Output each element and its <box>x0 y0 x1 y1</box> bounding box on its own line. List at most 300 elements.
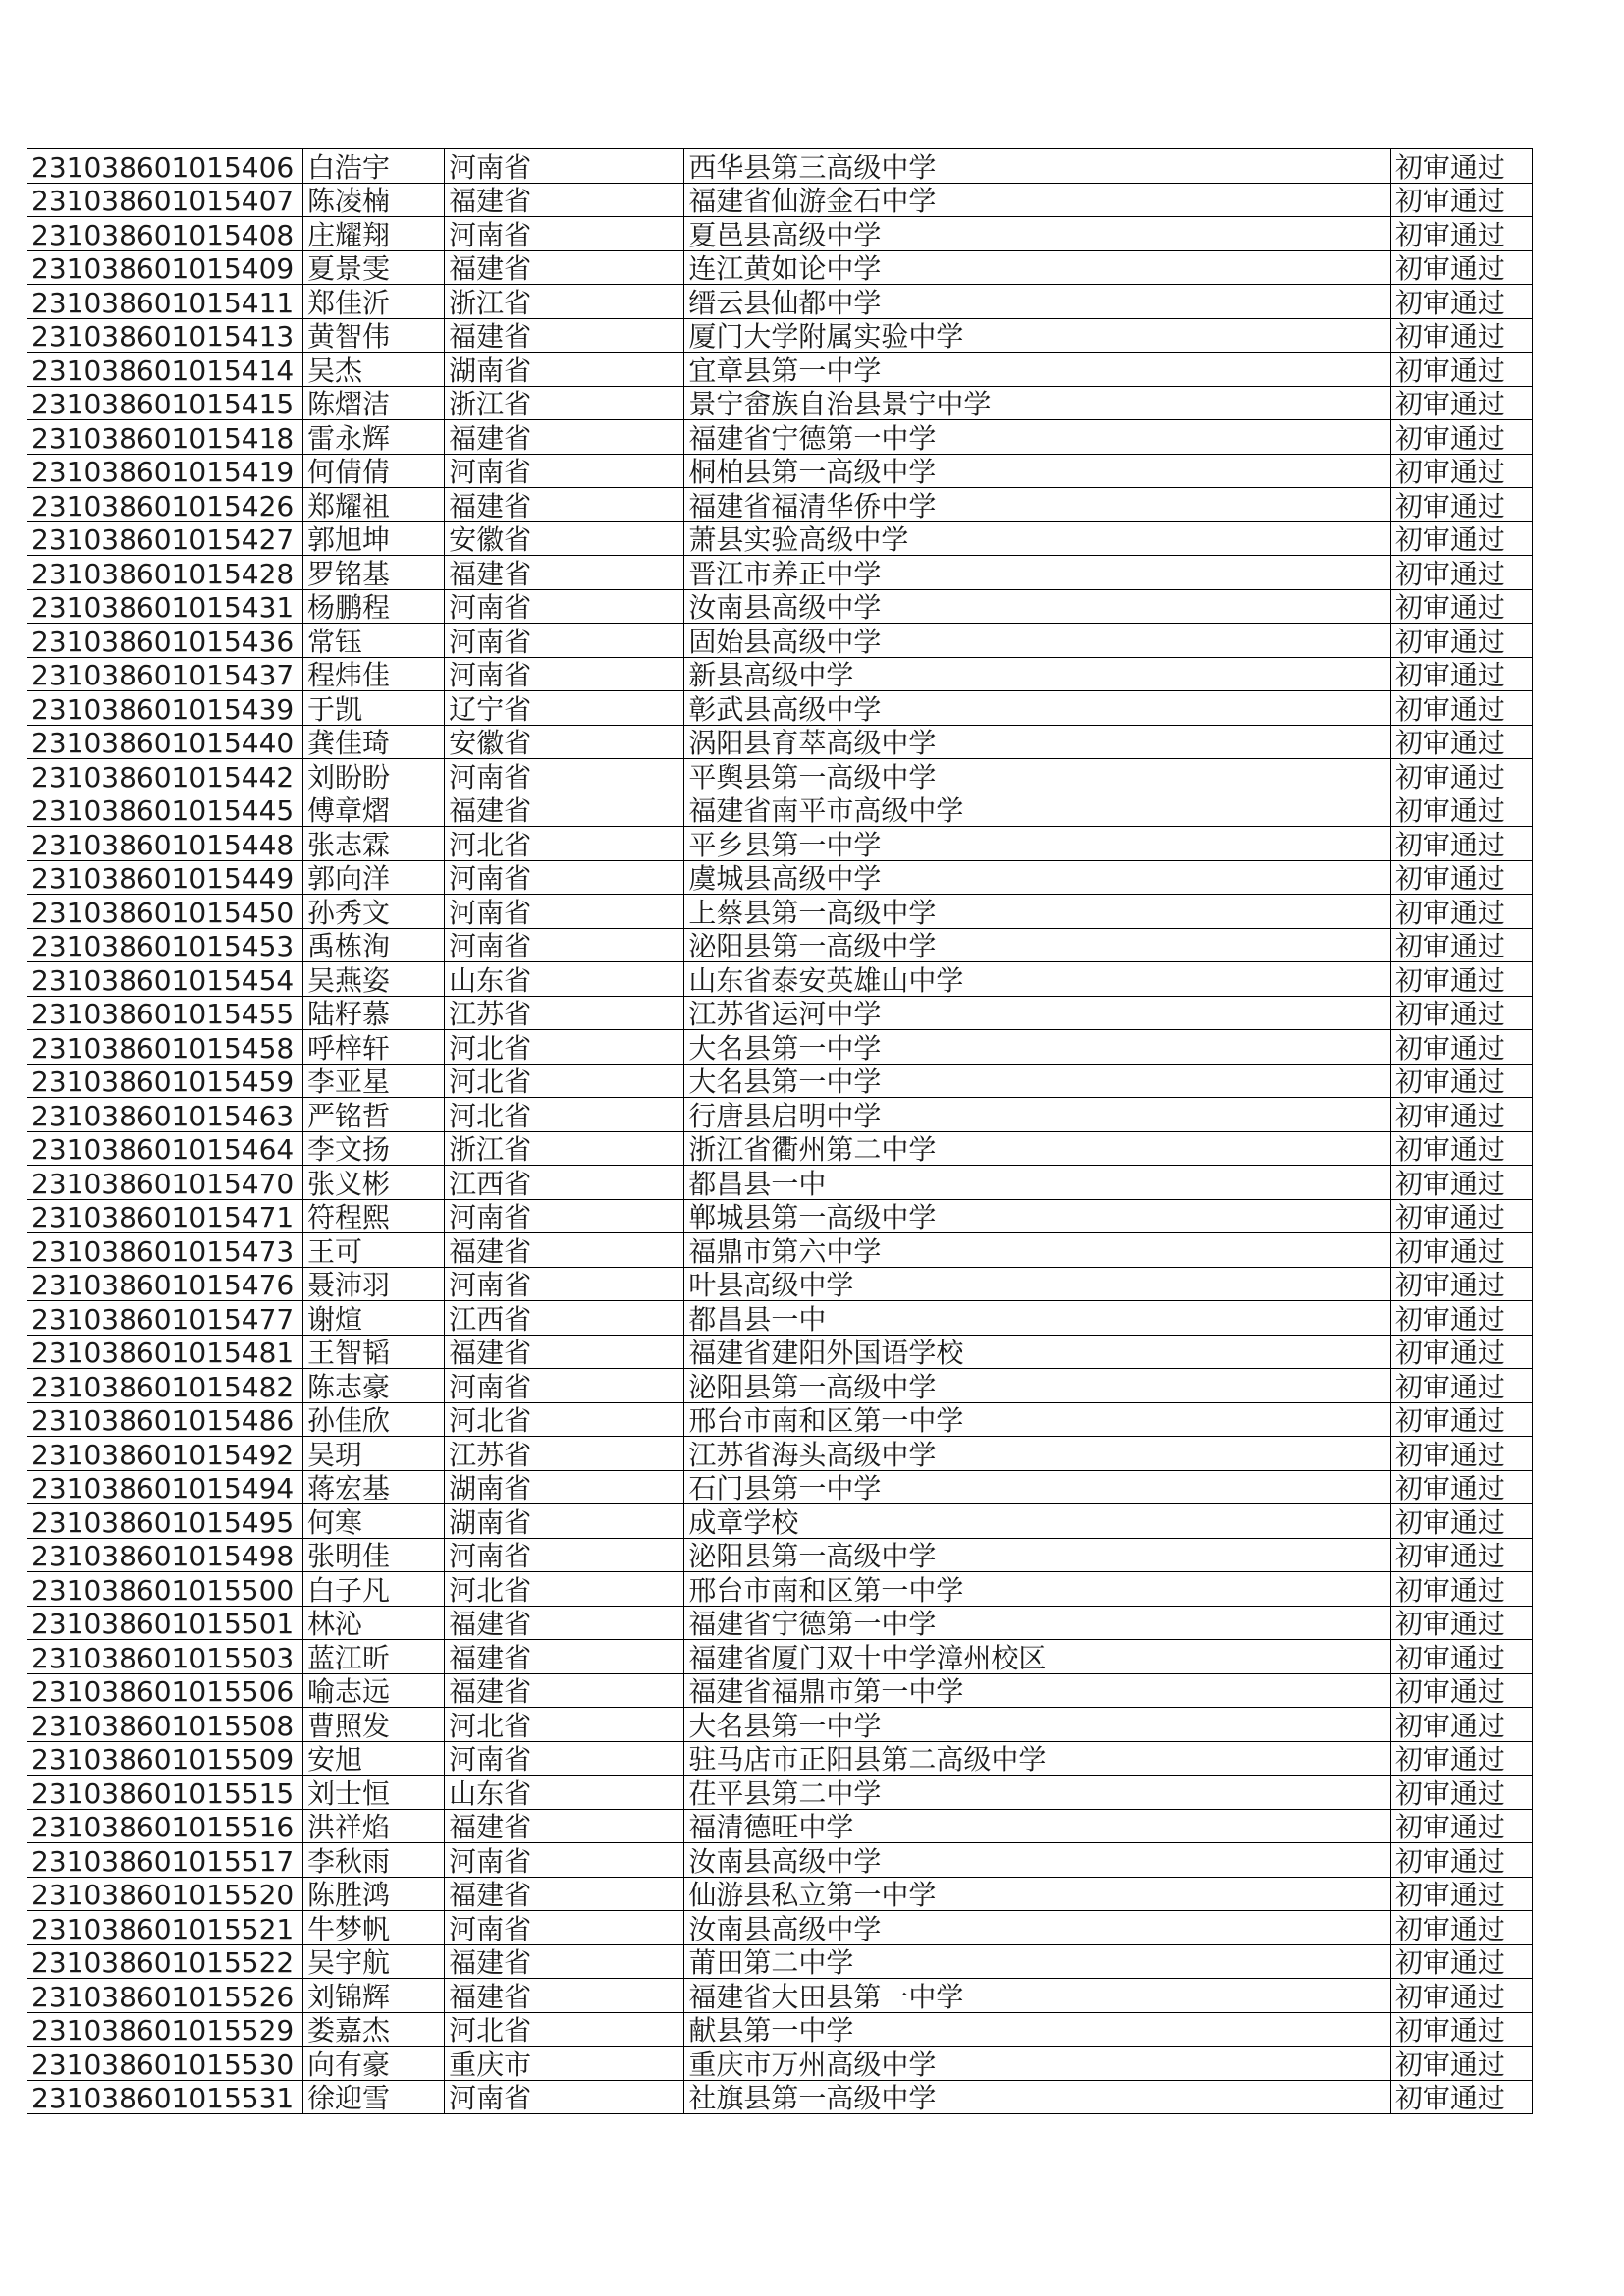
name-cell: 洪祥焰 <box>303 1809 445 1843</box>
school-cell: 都昌县一中 <box>684 1166 1390 1200</box>
province-cell: 河南省 <box>445 217 684 251</box>
table-row <box>27 860 1533 895</box>
school-cell: 福建省福清华侨中学 <box>684 488 1390 522</box>
school-cell: 莆田第二中学 <box>684 1944 1390 1979</box>
school-cell: 邢台市南和区第一中学 <box>684 1572 1390 1607</box>
province-cell: 福建省 <box>445 1606 684 1640</box>
province-cell: 河北省 <box>445 1402 684 1437</box>
table-row <box>27 1098 1533 1132</box>
province-cell: 福建省 <box>445 183 684 217</box>
status-cell: 初审通过 <box>1390 725 1532 759</box>
table-row <box>27 1504 1533 1539</box>
id-cell: 231038601015463 <box>27 1098 303 1132</box>
province-cell: 河南省 <box>445 928 684 962</box>
status-cell: 初审通过 <box>1390 1131 1532 1166</box>
status-cell: 初审通过 <box>1390 793 1532 827</box>
id-cell: 231038601015494 <box>27 1470 303 1504</box>
status-cell: 初审通过 <box>1390 1166 1532 1200</box>
school-cell: 福建省大田县第一中学 <box>684 1979 1390 2013</box>
province-cell: 福建省 <box>445 250 684 285</box>
name-cell: 谢煊 <box>303 1301 445 1336</box>
id-cell: 231038601015509 <box>27 1741 303 1776</box>
school-cell: 福建省宁德第一中学 <box>684 1606 1390 1640</box>
school-cell: 晋江市养正中学 <box>684 556 1390 590</box>
province-cell: 福建省 <box>445 556 684 590</box>
table-row <box>27 1877 1533 1911</box>
province-cell: 河南省 <box>445 624 684 658</box>
province-cell: 河南省 <box>445 1538 684 1572</box>
status-cell: 初审通过 <box>1390 759 1532 793</box>
id-cell: 231038601015411 <box>27 285 303 319</box>
province-cell: 河北省 <box>445 827 684 861</box>
province-cell: 河南省 <box>445 589 684 624</box>
status-cell: 初审通过 <box>1390 1335 1532 1369</box>
province-cell: 河南省 <box>445 1911 684 1945</box>
id-cell: 231038601015459 <box>27 1064 303 1098</box>
school-cell: 连江黄如论中学 <box>684 250 1390 285</box>
table-row <box>27 183 1533 217</box>
id-cell: 231038601015450 <box>27 895 303 929</box>
province-cell: 山东省 <box>445 962 684 997</box>
table-row <box>27 556 1533 590</box>
school-cell: 江苏省运河中学 <box>684 996 1390 1030</box>
name-cell: 严铭哲 <box>303 1098 445 1132</box>
status-cell: 初审通过 <box>1390 860 1532 895</box>
status-cell: 初审通过 <box>1390 1199 1532 1233</box>
school-cell: 西华县第三高级中学 <box>684 149 1390 184</box>
status-cell: 初审通过 <box>1390 1877 1532 1911</box>
status-cell: 初审通过 <box>1390 420 1532 455</box>
status-cell: 初审通过 <box>1390 996 1532 1030</box>
school-cell: 景宁畲族自治县景宁中学 <box>684 386 1390 420</box>
id-cell: 231038601015529 <box>27 2012 303 2047</box>
school-cell: 福鼎市第六中学 <box>684 1233 1390 1268</box>
status-cell: 初审通过 <box>1390 1098 1532 1132</box>
name-cell: 孙佳欣 <box>303 1402 445 1437</box>
status-cell: 初审通过 <box>1390 488 1532 522</box>
name-cell: 符程熙 <box>303 1199 445 1233</box>
id-cell: 231038601015409 <box>27 250 303 285</box>
name-cell: 牛梦帆 <box>303 1911 445 1945</box>
province-cell: 河南省 <box>445 1741 684 1776</box>
table-row <box>27 1911 1533 1945</box>
school-cell: 江苏省海头高级中学 <box>684 1437 1390 1471</box>
name-cell: 白子凡 <box>303 1572 445 1607</box>
table-row <box>27 420 1533 455</box>
name-cell: 程炜佳 <box>303 657 445 691</box>
table-row <box>27 725 1533 759</box>
name-cell: 王可 <box>303 1233 445 1268</box>
name-cell: 何寒 <box>303 1504 445 1539</box>
table-row <box>27 1843 1533 1878</box>
school-cell: 大名县第一中学 <box>684 1064 1390 1098</box>
status-cell: 初审通过 <box>1390 2012 1532 2047</box>
name-cell: 郑佳沂 <box>303 285 445 319</box>
province-cell: 福建省 <box>445 420 684 455</box>
school-cell: 福建省宁德第一中学 <box>684 420 1390 455</box>
id-cell: 231038601015414 <box>27 353 303 387</box>
table-row <box>27 996 1533 1030</box>
province-cell: 河北省 <box>445 1708 684 1742</box>
status-cell: 初审通过 <box>1390 1911 1532 1945</box>
name-cell: 娄嘉杰 <box>303 2012 445 2047</box>
name-cell: 吴杰 <box>303 353 445 387</box>
table-row <box>27 1673 1533 1708</box>
status-cell: 初审通过 <box>1390 386 1532 420</box>
table-row <box>27 454 1533 488</box>
table-row <box>27 657 1533 691</box>
status-cell: 初审通过 <box>1390 1708 1532 1742</box>
school-cell: 福建省建阳外国语学校 <box>684 1335 1390 1369</box>
province-cell: 河南省 <box>445 1199 684 1233</box>
province-cell: 福建省 <box>445 1233 684 1268</box>
name-cell: 陈凌楠 <box>303 183 445 217</box>
id-cell: 231038601015426 <box>27 488 303 522</box>
status-cell: 初审通过 <box>1390 1673 1532 1708</box>
name-cell: 呼梓轩 <box>303 1030 445 1065</box>
name-cell: 陈熠洁 <box>303 386 445 420</box>
school-cell: 虞城县高级中学 <box>684 860 1390 895</box>
province-cell: 浙江省 <box>445 386 684 420</box>
id-cell: 231038601015481 <box>27 1335 303 1369</box>
province-cell: 湖南省 <box>445 1470 684 1504</box>
table-row <box>27 2012 1533 2047</box>
table-row <box>27 691 1533 726</box>
school-cell: 石门县第一中学 <box>684 1470 1390 1504</box>
status-cell: 初审通过 <box>1390 1640 1532 1674</box>
name-cell: 张明佳 <box>303 1538 445 1572</box>
table-row <box>27 217 1533 251</box>
province-cell: 浙江省 <box>445 285 684 319</box>
table-row <box>27 895 1533 929</box>
id-cell: 231038601015495 <box>27 1504 303 1539</box>
applicant-table <box>27 148 1533 2114</box>
table-row <box>27 1437 1533 1471</box>
school-cell: 宜章县第一中学 <box>684 353 1390 387</box>
province-cell: 福建省 <box>445 1640 684 1674</box>
province-cell: 河南省 <box>445 657 684 691</box>
school-cell: 厦门大学附属实验中学 <box>684 318 1390 353</box>
table-row <box>27 386 1533 420</box>
province-cell: 江西省 <box>445 1166 684 1200</box>
name-cell: 张义彬 <box>303 1166 445 1200</box>
name-cell: 黄智伟 <box>303 318 445 353</box>
table-row <box>27 2047 1533 2081</box>
table-row <box>27 1708 1533 1742</box>
id-cell: 231038601015442 <box>27 759 303 793</box>
table-row <box>27 1199 1533 1233</box>
id-cell: 231038601015515 <box>27 1776 303 1810</box>
table-row <box>27 928 1533 962</box>
name-cell: 安旭 <box>303 1741 445 1776</box>
school-cell: 福建省福鼎市第一中学 <box>684 1673 1390 1708</box>
school-cell: 桐柏县第一高级中学 <box>684 454 1390 488</box>
province-cell: 福建省 <box>445 1944 684 1979</box>
id-cell: 231038601015407 <box>27 183 303 217</box>
name-cell: 吴燕姿 <box>303 962 445 997</box>
table-row <box>27 624 1533 658</box>
province-cell: 湖南省 <box>445 1504 684 1539</box>
id-cell: 231038601015517 <box>27 1843 303 1878</box>
school-cell: 平舆县第一高级中学 <box>684 759 1390 793</box>
id-cell: 231038601015476 <box>27 1267 303 1301</box>
table-row <box>27 1335 1533 1369</box>
table-row <box>27 1640 1533 1674</box>
province-cell: 河北省 <box>445 1030 684 1065</box>
table-row <box>27 353 1533 387</box>
name-cell: 刘锦辉 <box>303 1979 445 2013</box>
province-cell: 江西省 <box>445 1301 684 1336</box>
school-cell: 福建省南平市高级中学 <box>684 793 1390 827</box>
school-cell: 邢台市南和区第一中学 <box>684 1402 1390 1437</box>
school-cell: 平乡县第一中学 <box>684 827 1390 861</box>
school-cell: 萧县实验高级中学 <box>684 521 1390 556</box>
table-row <box>27 1369 1533 1403</box>
status-cell: 初审通过 <box>1390 521 1532 556</box>
province-cell: 安徽省 <box>445 725 684 759</box>
id-cell: 231038601015455 <box>27 996 303 1030</box>
name-cell: 于凯 <box>303 691 445 726</box>
name-cell: 徐迎雪 <box>303 2080 445 2114</box>
province-cell: 安徽省 <box>445 521 684 556</box>
name-cell: 张志霖 <box>303 827 445 861</box>
id-cell: 231038601015526 <box>27 1979 303 2013</box>
id-cell: 231038601015516 <box>27 1809 303 1843</box>
id-cell: 231038601015471 <box>27 1199 303 1233</box>
id-cell: 231038601015408 <box>27 217 303 251</box>
status-cell: 初审通过 <box>1390 1504 1532 1539</box>
school-cell: 重庆市万州高级中学 <box>684 2047 1390 2081</box>
table-row <box>27 521 1533 556</box>
school-cell: 大名县第一中学 <box>684 1030 1390 1065</box>
id-cell: 231038601015522 <box>27 1944 303 1979</box>
province-cell: 河北省 <box>445 1572 684 1607</box>
table-row <box>27 589 1533 624</box>
table-row <box>27 1944 1533 1979</box>
table-row <box>27 1402 1533 1437</box>
status-cell: 初审通过 <box>1390 1437 1532 1471</box>
province-cell: 福建省 <box>445 793 684 827</box>
status-cell: 初审通过 <box>1390 353 1532 387</box>
status-cell: 初审通过 <box>1390 454 1532 488</box>
status-cell: 初审通过 <box>1390 1944 1532 1979</box>
status-cell: 初审通过 <box>1390 624 1532 658</box>
school-cell: 涡阳县育萃高级中学 <box>684 725 1390 759</box>
id-cell: 231038601015445 <box>27 793 303 827</box>
status-cell: 初审通过 <box>1390 1267 1532 1301</box>
school-cell: 新县高级中学 <box>684 657 1390 691</box>
id-cell: 231038601015506 <box>27 1673 303 1708</box>
school-cell: 仙游县私立第一中学 <box>684 1877 1390 1911</box>
school-cell: 彰武县高级中学 <box>684 691 1390 726</box>
table-row <box>27 793 1533 827</box>
table-row <box>27 2080 1533 2114</box>
status-cell: 初审通过 <box>1390 1402 1532 1437</box>
table-row <box>27 149 1533 184</box>
status-cell: 初审通过 <box>1390 1979 1532 2013</box>
status-cell: 初审通过 <box>1390 1776 1532 1810</box>
id-cell: 231038601015520 <box>27 1877 303 1911</box>
name-cell: 蓝江昕 <box>303 1640 445 1674</box>
id-cell: 231038601015470 <box>27 1166 303 1200</box>
table-body <box>27 149 1533 2114</box>
id-cell: 231038601015486 <box>27 1402 303 1437</box>
province-cell: 福建省 <box>445 1673 684 1708</box>
name-cell: 李秋雨 <box>303 1843 445 1878</box>
name-cell: 陈志豪 <box>303 1369 445 1403</box>
province-cell: 福建省 <box>445 1335 684 1369</box>
status-cell: 初审通过 <box>1390 1030 1532 1065</box>
province-cell: 河北省 <box>445 2012 684 2047</box>
id-cell: 231038601015428 <box>27 556 303 590</box>
name-cell: 李亚星 <box>303 1064 445 1098</box>
id-cell: 231038601015406 <box>27 149 303 184</box>
status-cell: 初审通过 <box>1390 1606 1532 1640</box>
table-row <box>27 1809 1533 1843</box>
id-cell: 231038601015503 <box>27 1640 303 1674</box>
province-cell: 江苏省 <box>445 996 684 1030</box>
status-cell: 初审通过 <box>1390 1538 1532 1572</box>
id-cell: 231038601015413 <box>27 318 303 353</box>
status-cell: 初审通过 <box>1390 250 1532 285</box>
school-cell: 成章学校 <box>684 1504 1390 1539</box>
name-cell: 刘士恒 <box>303 1776 445 1810</box>
name-cell: 郭旭坤 <box>303 521 445 556</box>
name-cell: 傅章熠 <box>303 793 445 827</box>
id-cell: 231038601015498 <box>27 1538 303 1572</box>
name-cell: 雷永辉 <box>303 420 445 455</box>
province-cell: 江苏省 <box>445 1437 684 1471</box>
table-row <box>27 1606 1533 1640</box>
status-cell: 初审通过 <box>1390 285 1532 319</box>
name-cell: 罗铭基 <box>303 556 445 590</box>
status-cell: 初审通过 <box>1390 1301 1532 1336</box>
province-cell: 河南省 <box>445 1843 684 1878</box>
status-cell: 初审通过 <box>1390 827 1532 861</box>
school-cell: 泌阳县第一高级中学 <box>684 1538 1390 1572</box>
table-row <box>27 1470 1533 1504</box>
status-cell: 初审通过 <box>1390 1233 1532 1268</box>
province-cell: 浙江省 <box>445 1131 684 1166</box>
school-cell: 上蔡县第一高级中学 <box>684 895 1390 929</box>
school-cell: 大名县第一中学 <box>684 1708 1390 1742</box>
table-row <box>27 1979 1533 2013</box>
province-cell: 河南省 <box>445 759 684 793</box>
table-row <box>27 1572 1533 1607</box>
status-cell: 初审通过 <box>1390 556 1532 590</box>
table-row <box>27 1166 1533 1200</box>
school-cell: 汝南县高级中学 <box>684 589 1390 624</box>
name-cell: 禹栋洵 <box>303 928 445 962</box>
status-cell: 初审通过 <box>1390 318 1532 353</box>
name-cell: 庄耀翔 <box>303 217 445 251</box>
id-cell: 231038601015439 <box>27 691 303 726</box>
table-row <box>27 1064 1533 1098</box>
table-row <box>27 1741 1533 1776</box>
name-cell: 喻志远 <box>303 1673 445 1708</box>
table-row <box>27 1030 1533 1065</box>
school-cell: 驻马店市正阳县第二高级中学 <box>684 1741 1390 1776</box>
id-cell: 231038601015464 <box>27 1131 303 1166</box>
id-cell: 231038601015427 <box>27 521 303 556</box>
name-cell: 曹照发 <box>303 1708 445 1742</box>
name-cell: 王智韬 <box>303 1335 445 1369</box>
school-cell: 叶县高级中学 <box>684 1267 1390 1301</box>
table-row <box>27 250 1533 285</box>
table-row <box>27 1301 1533 1336</box>
id-cell: 231038601015431 <box>27 589 303 624</box>
name-cell: 刘盼盼 <box>303 759 445 793</box>
status-cell: 初审通过 <box>1390 217 1532 251</box>
status-cell: 初审通过 <box>1390 1809 1532 1843</box>
id-cell: 231038601015508 <box>27 1708 303 1742</box>
province-cell: 福建省 <box>445 1877 684 1911</box>
name-cell: 夏景雯 <box>303 250 445 285</box>
name-cell: 杨鹏程 <box>303 589 445 624</box>
table-row <box>27 1267 1533 1301</box>
id-cell: 231038601015448 <box>27 827 303 861</box>
province-cell: 福建省 <box>445 1809 684 1843</box>
province-cell: 河南省 <box>445 2080 684 2114</box>
name-cell: 向有豪 <box>303 2047 445 2081</box>
school-cell: 都昌县一中 <box>684 1301 1390 1336</box>
status-cell: 初审通过 <box>1390 962 1532 997</box>
name-cell: 吴宇航 <box>303 1944 445 1979</box>
id-cell: 231038601015437 <box>27 657 303 691</box>
table-row <box>27 759 1533 793</box>
id-cell: 231038601015436 <box>27 624 303 658</box>
id-cell: 231038601015501 <box>27 1606 303 1640</box>
school-cell: 泌阳县第一高级中学 <box>684 928 1390 962</box>
province-cell: 山东省 <box>445 1776 684 1810</box>
id-cell: 231038601015453 <box>27 928 303 962</box>
table-row <box>27 1776 1533 1810</box>
school-cell: 茌平县第二中学 <box>684 1776 1390 1810</box>
id-cell: 231038601015458 <box>27 1030 303 1065</box>
province-cell: 重庆市 <box>445 2047 684 2081</box>
status-cell: 初审通过 <box>1390 928 1532 962</box>
table-row <box>27 827 1533 861</box>
province-cell: 河南省 <box>445 1369 684 1403</box>
name-cell: 常钰 <box>303 624 445 658</box>
status-cell: 初审通过 <box>1390 657 1532 691</box>
table-row <box>27 318 1533 353</box>
school-cell: 夏邑县高级中学 <box>684 217 1390 251</box>
status-cell: 初审通过 <box>1390 183 1532 217</box>
province-cell: 福建省 <box>445 318 684 353</box>
province-cell: 河南省 <box>445 149 684 184</box>
province-cell: 福建省 <box>445 488 684 522</box>
status-cell: 初审通过 <box>1390 1064 1532 1098</box>
school-cell: 汝南县高级中学 <box>684 1911 1390 1945</box>
name-cell: 李文扬 <box>303 1131 445 1166</box>
name-cell: 陈胜鸿 <box>303 1877 445 1911</box>
name-cell: 林沁 <box>303 1606 445 1640</box>
id-cell: 231038601015415 <box>27 386 303 420</box>
school-cell: 福清德旺中学 <box>684 1809 1390 1843</box>
school-cell: 郸城县第一高级中学 <box>684 1199 1390 1233</box>
status-cell: 初审通过 <box>1390 1843 1532 1878</box>
id-cell: 231038601015419 <box>27 454 303 488</box>
school-cell: 福建省厦门双十中学漳州校区 <box>684 1640 1390 1674</box>
table-row <box>27 488 1533 522</box>
name-cell: 龚佳琦 <box>303 725 445 759</box>
table-row <box>27 1233 1533 1268</box>
province-cell: 河北省 <box>445 1064 684 1098</box>
status-cell: 初审通过 <box>1390 149 1532 184</box>
school-cell: 社旗县第一高级中学 <box>684 2080 1390 2114</box>
name-cell: 吴玥 <box>303 1437 445 1471</box>
